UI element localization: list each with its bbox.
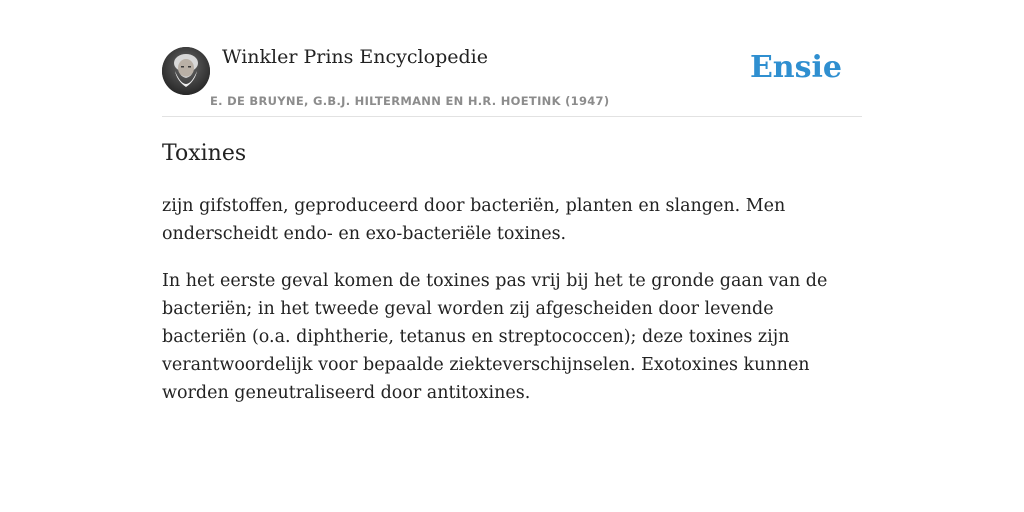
brand-logo[interactable]: Ensie (749, 50, 842, 85)
source-authors: E. DE BRUYNE, G.B.J. HILTERMANN EN H.R. HOETINK (1947) (210, 94, 610, 108)
source-title[interactable]: Winkler Prins Encyclopedie (222, 46, 488, 68)
article-paragraph: zijn gifstoffen, geproduceerd door bacteriën, planten en slangen. Men onderscheidt endo- en exo-bacteriële toxines. (162, 196, 786, 244)
article-title: Toxines (162, 141, 247, 166)
portrait-icon (162, 47, 210, 95)
article (162, 138, 862, 407)
article-paragraph: In het eerste geval komen de toxines pas vrij bij het te gronde gaan van de bacteriën; in het tweede geval worden zij afgescheiden door levende bacteriën (o.a. diphtherie, tetanus en streptococcen); deze toxines zijn verantwoordelijk voor bepaalde ziekteverschijnselen. Exotoxines kunnen worden geneutraliseerd door antitoxines. (162, 271, 828, 403)
avatar[interactable] (162, 47, 210, 95)
source-header (162, 44, 862, 117)
